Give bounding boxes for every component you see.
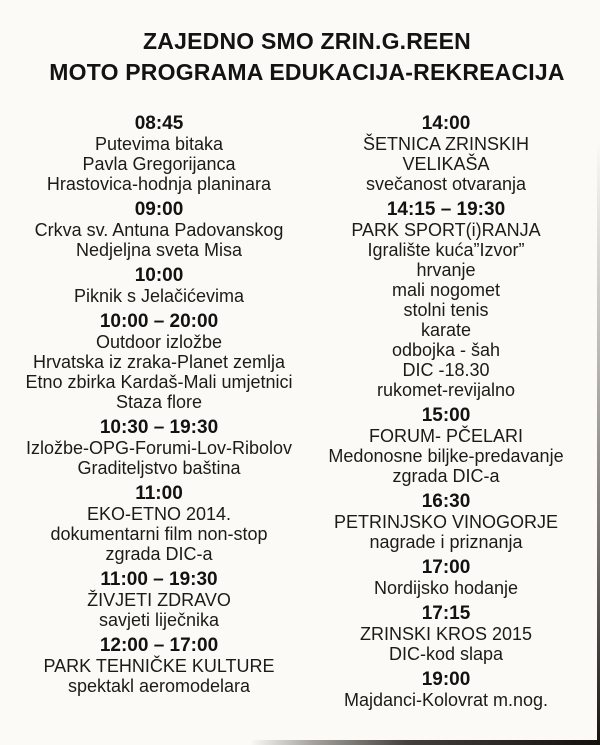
schedule-entry: [318, 406, 574, 486]
schedule-entry: [318, 492, 574, 552]
schedule-entry: [318, 670, 574, 710]
entry-text: spektakl aeromodelara: [67, 676, 251, 696]
schedule-entry: [318, 200, 574, 400]
entry-text: dokumentarni film non-stop: [50, 524, 268, 544]
schedule-entry: [8, 484, 310, 564]
entry-text: Nordijsko hodanje: [373, 578, 519, 598]
entry-text: Crkva sv. Antuna Padovanskog: [34, 220, 284, 240]
entry-time: 12:00 – 17:00: [99, 635, 219, 656]
schedule-entry: [8, 418, 310, 478]
entry-time: 15:00: [421, 405, 471, 426]
schedule-entry: [8, 636, 310, 696]
entry-time: 10:30 – 19:30: [99, 417, 219, 438]
entry-time: 19:00: [421, 669, 471, 690]
entry-text: Etno zbirka Kardaš-Mali umjetnici: [25, 372, 293, 392]
schedule-entry: [318, 604, 574, 664]
scan-edge-bottom-artifact: [250, 740, 600, 745]
entry-text: PARK TEHNIČKE KULTURE: [43, 656, 275, 676]
entry-time: 14:15 – 19:30: [386, 199, 506, 220]
entry-text: DIC-kod slapa: [388, 644, 504, 664]
schedule-entry: [8, 266, 310, 306]
schedule-entry: [318, 114, 574, 194]
entry-text: Medonosne biljke-predavanje: [328, 446, 564, 466]
schedule-columns: [0, 114, 600, 710]
entry-text: Piknik s Jelačićevima: [73, 286, 245, 306]
entry-text: ŠETNICA ZRINSKIH VELIKAŠA: [362, 134, 530, 174]
entry-time: 14:00: [421, 113, 471, 134]
entry-text: PETRINJSKO VINOGORJE: [333, 512, 559, 532]
entry-text: zgrada DIC-a: [392, 466, 500, 486]
entry-text: Outdoor izložbe: [95, 332, 223, 352]
entry-text: rukomet-revijalno: [376, 380, 516, 400]
schedule-entry: [8, 312, 310, 412]
entry-text: Majdanci-Kolovrat m.nog.: [343, 690, 549, 710]
entry-time: 11:00: [135, 483, 183, 504]
entry-text: hrvanje: [416, 260, 476, 280]
entry-text: PARK SPORT(i)RANJA: [351, 220, 541, 240]
title-line-1: ZAJEDNO SMO ZRIN.G.REEN: [143, 28, 471, 54]
entry-text: FORUM- PČELARI: [368, 426, 523, 446]
entry-text: DIC -18.30: [402, 360, 490, 380]
entry-text: Hrvatska iz zraka-Planet zemlja: [32, 352, 286, 372]
entry-time: 17:00: [421, 557, 471, 578]
entry-text: Graditeljstvo baština: [77, 458, 241, 478]
entry-time: 08:45: [134, 113, 184, 134]
schedule-column-right: [318, 114, 574, 710]
entry-text: nagrade i priznanja: [369, 532, 523, 552]
entry-text: zgrada DIC-a: [105, 544, 213, 564]
entry-text: ŽIVJETI ZDRAVO: [87, 590, 231, 610]
entry-text: Hrastovica-hodnja planinara: [46, 174, 272, 194]
entry-text: Nedjeljna sveta Misa: [75, 240, 243, 260]
entry-text: stolni tenis: [403, 300, 489, 320]
entry-time: 11:00 – 19:30: [100, 569, 218, 590]
entry-time: 16:30: [421, 491, 471, 512]
entry-text: Staza flore: [115, 392, 203, 412]
schedule-entry: [8, 570, 310, 630]
entry-text: ZRINSKI KROS 2015: [359, 624, 533, 644]
entry-text: Pavla Gregorijanca: [82, 154, 236, 174]
entry-text: mali nogomet: [391, 280, 501, 300]
entry-text: Putevima bitaka: [94, 134, 224, 154]
schedule-entry: [8, 200, 310, 260]
entry-text: savjeti liječnika: [98, 610, 220, 630]
entry-text: karate: [420, 320, 472, 340]
entry-time: 09:00: [134, 199, 184, 220]
entry-text: Izložbe-OPG-Forumi-Lov-Ribolov: [25, 438, 293, 458]
entry-text: odbojka - šah: [391, 340, 501, 360]
schedule-column-left: [8, 114, 310, 696]
entry-time: 10:00 – 20:00: [99, 311, 219, 332]
schedule-entry: [8, 114, 310, 194]
title-line-2: MOTO PROGRAMA EDUKACIJA-REKREACIJA: [49, 59, 565, 85]
schedule-entry: [318, 558, 574, 598]
page-title: [0, 0, 600, 88]
entry-text: EKO-ETNO 2014.: [86, 504, 232, 524]
entry-time: 17:15: [421, 603, 471, 624]
entry-text: Igralište kuća”Izvor”: [367, 240, 525, 260]
entry-time: 10:00: [134, 265, 184, 286]
entry-text: svečanost otvaranja: [365, 174, 527, 194]
